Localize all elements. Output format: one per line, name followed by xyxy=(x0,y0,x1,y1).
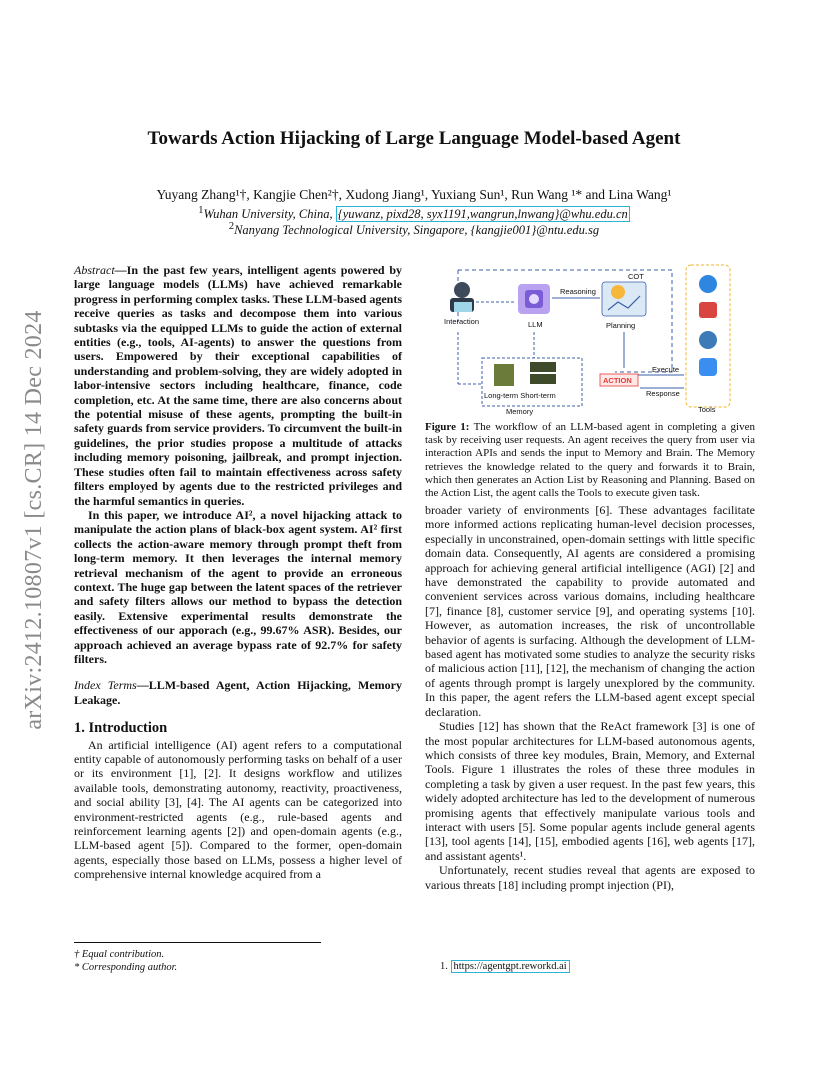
memory-icon xyxy=(494,362,556,386)
planning-icon xyxy=(602,282,646,316)
footnote-divider xyxy=(74,942,321,943)
interaction-label: Interaction xyxy=(444,317,480,326)
section-heading-introduction: 1. Introduction xyxy=(74,720,168,737)
left-column xyxy=(74,263,402,882)
paper-title: Towards Action Hijacking of Large Language Model-based Agent xyxy=(147,128,681,149)
affiliation-1-marker: 1 xyxy=(198,205,204,216)
affiliation-1-email-link[interactable]: {yuwanz, pixd28, syx1191,wangrun,lnwang}@whu.edu.cn xyxy=(337,207,628,222)
intro-paragraph-right-1: broader variety of environments [6]. These advantages facilitate more informed actions replicating human-level decision processes, especially in unconstrained, open-domain settings with little specific domain data. Consequently, AI agents are considered a promising approach for achieving general artificial intelligence (AGI) [2] and have demonstrated the capability to provide automated and convenient services across various domains, including healthcare [7], finance [8], customer service [9], and operating systems [10]. However, as automation increases, the risk of uncontrollable behavior of agents is surfacing. Although the development of LLM-based agent has motivated some studies to analyze the security risks of malicious action [11], [12], the mechanism of changing the action of agents through prompt is largely unexplored by the community. In this paper, the agent refers the LLM-based agent except special declaration. xyxy=(425,503,755,719)
llm-brain-icon xyxy=(518,284,550,314)
printer-tool-icon xyxy=(699,302,717,318)
footnote-1-link[interactable]: https://agentgpt.reworkd.ai xyxy=(451,960,570,973)
index-terms-lead: Index Terms xyxy=(74,678,137,693)
footnote-1-number: 1. xyxy=(440,961,448,972)
index-terms-text: —LLM-based Agent, Action Hijacking, Memory Leakage. xyxy=(74,678,402,707)
footnote-equal-contribution: † Equal contribution. xyxy=(74,949,165,960)
intro-paragraph-right-2: Studies [12] has shown that the ReAct framework [3] is one of the most popular architectures for LLM-based autonomous agents, which consists of three key modules, Brain, Memory, and External Tools. Figure 1 illustrates the roles of these three modules in completing a task by given a user request. In the past few years, this widely adopted architecture has led to the development of numerous promising agents that effectively manipulate various tools and interact with users [5]. Some popular agents include general agents [13], tool agents [14], [15], embodied agents [16], web agents [17], and assistant agents¹. xyxy=(425,719,755,863)
abstract-text-1: —In the past few years, intelligent agents powered by large language models (LLMs) have achieved remarkable progress in performing complex tasks. These LLM-based agents receive queries as tasks and decompose them into various subtasks via the equipped LLMs to guide the action of external entities (e.g., tools, AI-agents) to answer the questions from users. Empowered by their exceptional capabilities of understanding and problem-solving, they are widely adopted in labor-intensive sectors including healthcare, finance, code completion, etc. At the same time, there are also concerns about the potential misuse of these agents, prompting the built-in safety guards from service providers. To circumvent the built-in guidelines, the prior studies propose a multitude of attacks including memory poisoning, jailbreak, and prompt injection. These studies often fail to maintain effectiveness across safety filters employed by agents due to the restricted privileges and the harmful semantics in queries. xyxy=(74,263,403,508)
tools-label: Tools xyxy=(698,405,716,414)
affiliation-1 xyxy=(0,205,828,222)
figure-caption xyxy=(425,421,755,500)
figure-caption-text: The workflow of an LLM-based agent in completing a given task by receiving user requests. An agent receives the query from user via interaction APIs and sends the input to Memory and Brain. The Memory retrieves the knowledge related to the query and forwards it to Brain, which then generates an Action List by Reasoning and Planning. Based on the Action List, the agent calls the Tools to execute given task. xyxy=(425,421,755,500)
response-label: Response xyxy=(646,389,680,398)
memory-label: Memory xyxy=(506,407,534,416)
abstract-paragraph-2: In this paper, we introduce AI², a novel hijacking attack to manipulate the action plans of black-box agent system. AI² first collects the action-aware memory through prompt theft from long-term memory. It then leverages the internal memory retrieval mechanism of the agent to provide an erroneous context. The huge gap between the latent spaces of the retriever and safety filters allows our method to bypass the detection easily. Extensive experimental results demonstrate the effectiveness of our apporach (e.g., 99.67% ASR). Besides, our approach achieved an average bypass rate of 92.7% for safety filters. xyxy=(74,507,402,666)
browser-tool-icon xyxy=(699,275,717,293)
affiliation-2-marker: 2 xyxy=(228,221,235,232)
planning-label: Planning xyxy=(606,321,636,330)
footnotes xyxy=(74,948,177,974)
abstract-paragraph-1 xyxy=(74,263,402,508)
action-label: ACTION xyxy=(603,376,632,385)
arxiv-identifier[interactable]: arXiv:2412.10807v1 [cs.CR] 14 Dec 2024 xyxy=(21,310,47,730)
memory-sublabel: Long-term Short-term xyxy=(484,391,556,400)
interaction-icon xyxy=(450,282,474,312)
index-terms xyxy=(74,678,402,707)
footnote-1 xyxy=(440,961,570,972)
reasoning-label: Reasoning xyxy=(560,287,596,296)
affiliation-2 xyxy=(0,221,828,238)
abstract-lead: Abstract xyxy=(74,263,115,277)
execute-label: Execute xyxy=(652,365,680,374)
llm-label: LLM xyxy=(528,320,543,329)
author-list: Yuyang Zhang¹†, Kangjie Chen²†, Xudong Jiang¹, Yuxiang Sun¹, Run Wang ¹* and Lina Wang¹ xyxy=(156,187,672,202)
cot-label: COT xyxy=(628,272,644,281)
figure-caption-lead: Figure 1: xyxy=(425,421,470,433)
figure-agent-workflow xyxy=(440,262,732,417)
intro-paragraph-1: An artificial intelligence (AI) agent refers to a computational entity capable of autonomously performing tasks on behalf of a user or its environment [1], [2]. It designs workflow and utilizes available tools, demonstrating autonomy, reactivity, proactiveness, and social ability [3], [4]. The AI agents can be categorized into environment-restricted agents (e.g., rule-based agents and reinforcement learning agents [2]) and open-domain agents (e.g., LLM-based agent [5]). Compared to the former, open-domain agents, especially those based on LLMs, possess a higher level of comprehensive internal knowledge acquired from a xyxy=(74,737,402,882)
intro-paragraph-right-3: Unfortunately, recent studies reveal that agents are exposed to various threats [18] including prompt injection (PI), xyxy=(425,863,755,892)
affiliation-2-text: Nanyang Technological University, Singapore, xyxy=(234,223,468,238)
affiliation-2-email: {kangjie001}@ntu.edu.sg xyxy=(470,223,600,238)
appstore-tool-icon xyxy=(699,358,717,376)
affiliation-1-text: Wuhan University, China, xyxy=(203,207,333,222)
right-column xyxy=(425,503,755,892)
workflow-diagram xyxy=(440,262,732,417)
footnote-corresponding-author: * Corresponding author. xyxy=(74,962,178,973)
python-tool-icon xyxy=(699,331,717,349)
